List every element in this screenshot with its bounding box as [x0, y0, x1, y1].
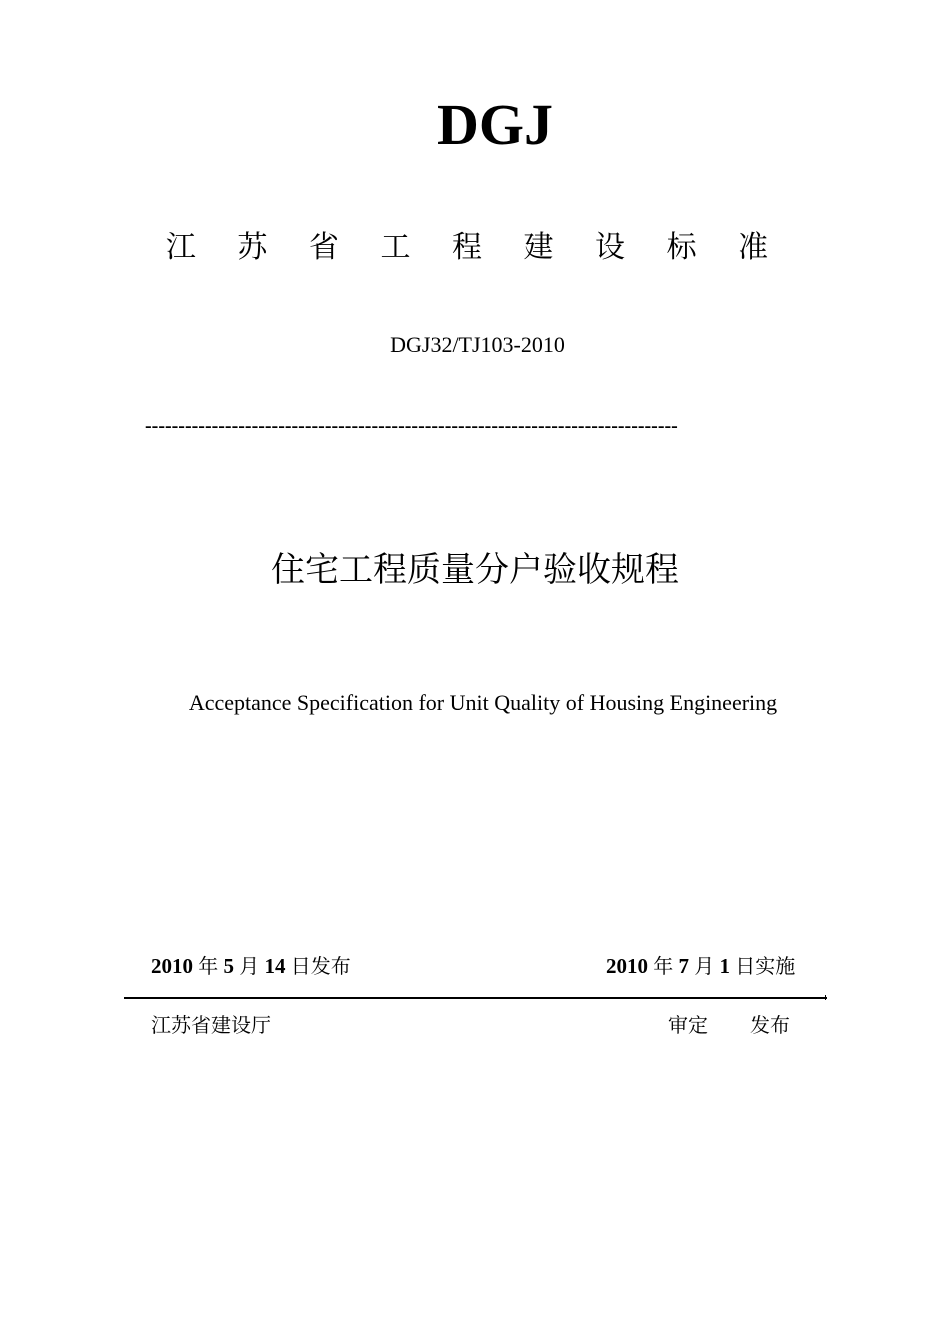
effective-day: 1	[719, 954, 730, 978]
effective-month-unit: 月	[694, 954, 715, 978]
issue-date	[151, 951, 351, 981]
standard-category: 江 苏 省 工 程 建 设 标 准	[165, 230, 785, 265]
footer-rule-end-tick	[825, 995, 826, 1000]
issue-day: 14	[264, 954, 286, 978]
issue-month: 5	[223, 954, 234, 978]
issue-suffix: 日发布	[290, 954, 351, 978]
publish-label: 发布	[750, 1013, 790, 1037]
issuing-authority: 江苏省建设厅	[151, 1013, 271, 1037]
issue-year-unit: 年	[198, 954, 219, 978]
document-title-chinese: 住宅工程质量分户验收规程	[271, 550, 679, 590]
issue-month-unit: 月	[239, 954, 260, 978]
issue-year: 2010	[151, 954, 193, 978]
dashed-separator: --------------------------------------------------------------------------------	[145, 415, 678, 437]
footer-rule	[124, 997, 827, 999]
effective-date	[606, 951, 795, 981]
approve-label: 审定	[668, 1013, 708, 1037]
standard-number: DGJ32/TJ103-2010	[390, 332, 565, 357]
document-title-english: Acceptance Specification for Unit Quality of Housing Engineering	[188, 690, 778, 715]
effective-year: 2010	[606, 954, 648, 978]
effective-month: 7	[678, 954, 689, 978]
effective-suffix: 日实施	[735, 954, 796, 978]
effective-year-unit: 年	[653, 954, 674, 978]
standard-code-heading: DGJ	[437, 92, 553, 157]
